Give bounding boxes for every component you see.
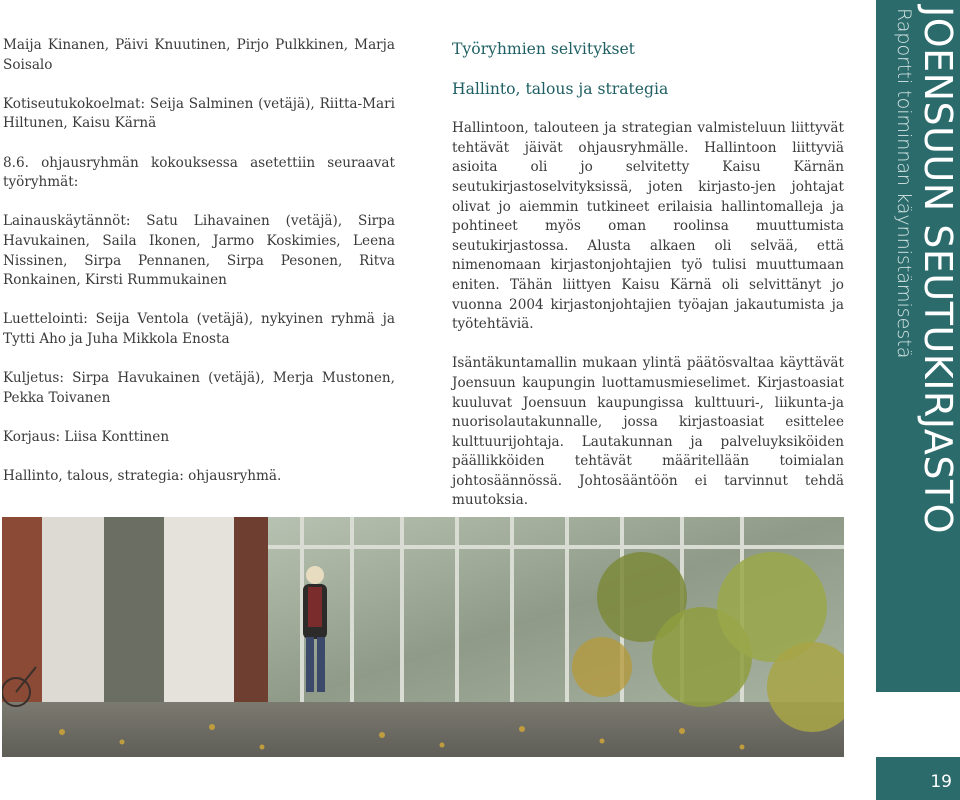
luettelointi-paragraph: Luettelointi: Seija Ventola (vetäjä), nykyinen ryhmä ja Tytti Aho ja Juha Mikkola Enosta [3, 311, 395, 347]
library-photo [2, 517, 844, 757]
hallinto-paragraph: Hallinto, talous, strategia: ohjausryhmä. [3, 468, 282, 485]
banner-title: JOENSUUN SEUTUKIRJASTO [916, 6, 960, 535]
library-photo-illustration [2, 517, 844, 757]
members-paragraph: Maija Kinanen, Päivi Knuutinen, Pirjo Pulkkinen, Marja Soisalo [3, 37, 395, 73]
lainauskaytannot-paragraph: Lainauskäytännöt: Satu Lihavainen (vetäjä), Sirpa Havukainen, Saila Ikonen, Jarmo Koskimies, Leena Nissinen, Sirpa Pennanen, Sirpa Pesonen, Ritva Ronkainen, Kirsti Rummukainen [3, 213, 395, 289]
section-heading: Työryhmien selvitykset [452, 40, 635, 58]
page-number-box [876, 757, 960, 800]
body-paragraph: Hallintoon, talouteen ja strategian valmisteluun liittyvät tehtävät jäivät ohjausryhmälle. Hallintoon liittyviä asioita oli jo selvitetty Kaisu Kärnän seutukirjastoselvityksissä, joten kirjasto-jen johtajat olivat jo aiemmin tutkineet erilaisia hallintomalleja ja pohtineet myös oman roolinsa muuttumista seutukirjastossa. Alusta alkaen oli selvää, että nimenomaan kirjastonjohtajien työ tulisi muuttumaan eniten. Tähän liittyen Kaisu Kärnä oli selvittänyt jo vuonna 2004 kirjastonjohtajien työajan jakautumista ja työtehtäviä. [452, 120, 844, 333]
kotiseutukokoelmat-paragraph: Kotiseutukokoelmat: Seija Salminen (vetäjä), Riitta-Mari Hiltunen, Kaisu Kärnä [3, 95, 395, 132]
meeting-paragraph: 8.6. ohjausryhmän kokouksessa asetettiin seuraavat työryhmät: [3, 154, 395, 191]
kuljetus-paragraph: Kuljetus: Sirpa Havukainen (vetäjä), Merja Mustonen, Pekka Toivanen [3, 370, 395, 406]
korjaus-paragraph: Korjaus: Liisa Konttinen [3, 428, 170, 445]
right-column [452, 40, 844, 531]
section-subheading: Hallinto, talous ja strategia [452, 79, 669, 98]
left-column [3, 36, 395, 506]
banner-subtitle: Raportti toiminnan käynnistämisestä [893, 8, 915, 359]
page-number: 19 [930, 772, 952, 792]
side-banner [876, 0, 960, 692]
body-paragraph: Isäntäkuntamallin mukaan ylintä päätösvaltaa käyttävät Joensuun kaupungin luottamusmieselimet. Kirjastoasiat kuuluvat Joensuun kaupungissa kulttuuri-, liikunta-ja nuorisolautakunnalle, jossa kirjastoasiat esittelee kulttuurijohtaja. Lautakunnan ja palveluyksiköiden päällikköiden tehtävät määritellään toimialan johtosäännössä. Johtosääntöön ei tarvinnut tehdä muutoksia. [452, 355, 844, 509]
